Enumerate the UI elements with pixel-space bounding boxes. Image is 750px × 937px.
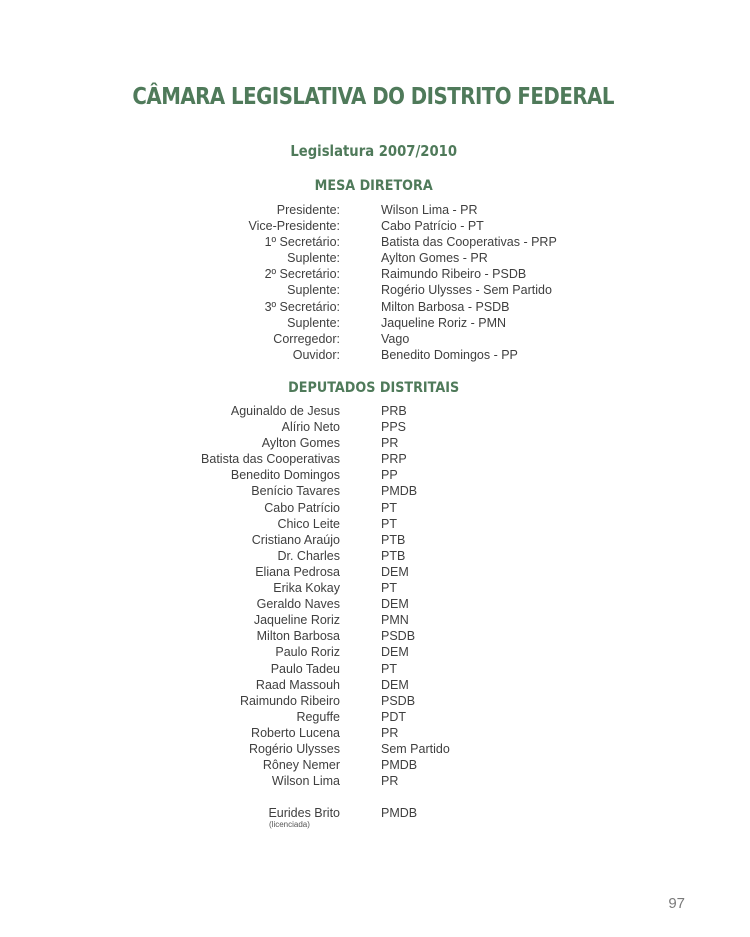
deputy-party: PTB: [381, 548, 406, 563]
deputy-name: Alírio Neto: [281, 420, 340, 435]
deputy-name: Aylton Gomes: [261, 436, 340, 451]
member-name: Cabo Patrício - PT: [381, 219, 484, 234]
mesa-row: [0, 282, 750, 298]
deputy-row: [0, 451, 750, 467]
deputy-row: [0, 419, 750, 435]
licensed-note: (licenciada): [269, 820, 310, 829]
role-label: Corregedor:: [273, 331, 340, 346]
deputy-party: PDT: [381, 709, 406, 724]
role-label: 3º Secretário:: [264, 299, 340, 314]
deputy-row: [0, 580, 750, 596]
deputy-name: Roberto Lucena: [251, 725, 340, 740]
deputy-party: PSDB: [381, 693, 416, 708]
deputy-party: PSDB: [381, 629, 416, 644]
deputy-party: PMN: [381, 613, 409, 628]
deputy-name: Rogério Ulysses: [248, 741, 340, 756]
deputy-row: [0, 757, 750, 773]
deputy-row: [0, 741, 750, 757]
mesa-row: [0, 315, 750, 331]
deputy-row: [0, 612, 750, 628]
deputy-party: Sem Partido: [381, 741, 450, 756]
mesa-row: [0, 250, 750, 266]
deputy-name: Eliana Pedrosa: [255, 564, 340, 579]
deputy-row: [0, 500, 750, 516]
deputy-party: PT: [381, 516, 397, 531]
deputy-party: PMDB: [381, 758, 418, 773]
member-name: Batista das Cooperativas - PRP: [381, 235, 557, 250]
deputy-name: Batista das Cooperativas: [201, 452, 340, 467]
deputy-row: [0, 725, 750, 741]
deputy-name: Rôney Nemer: [262, 758, 340, 773]
deputy-name: Milton Barbosa: [256, 629, 340, 644]
mesa-diretora-heading: MESA DIRETORA: [314, 178, 433, 194]
mesa-row: [0, 218, 750, 234]
role-label: 1º Secretário:: [264, 235, 340, 250]
deputy-party: PRB: [381, 404, 407, 418]
mesa-row: [0, 299, 750, 315]
deputy-name: Geraldo Naves: [256, 597, 340, 612]
deputy-row: [0, 677, 750, 693]
member-name: Aylton Gomes - PR: [381, 251, 488, 266]
deputy-party: PT: [381, 581, 397, 596]
deputy-name: Eurides Brito: [268, 806, 340, 820]
deputy-row: [0, 644, 750, 660]
deputy-party: DEM: [381, 645, 409, 660]
role-label: Ouvidor:: [292, 347, 340, 362]
mesa-row: [0, 202, 750, 218]
member-name: Benedito Domingos - PP: [381, 347, 518, 362]
deputy-party: PR: [381, 725, 399, 740]
page-title: CÂMARA LEGISLATIVA DO DISTRITO FEDERAL: [132, 84, 614, 110]
role-label: Suplente:: [287, 283, 340, 298]
deputy-party: PRP: [381, 452, 407, 467]
deputy-name: Aguinaldo de Jesus: [230, 404, 340, 418]
deputy-row: [0, 403, 750, 419]
deputy-name: Paulo Roriz: [275, 645, 340, 660]
deputy-row: [0, 773, 750, 789]
deputy-name: Erika Kokay: [273, 581, 340, 596]
deputy-name: Cabo Patrício: [264, 500, 340, 515]
member-name: Wilson Lima - PR: [381, 203, 478, 217]
mesa-row: [0, 266, 750, 282]
deputy-name: Benedito Domingos: [230, 468, 340, 483]
deputy-row: [0, 435, 750, 451]
role-label: Suplente:: [287, 315, 340, 330]
deputy-row: [0, 516, 750, 532]
deputy-name: Cristiano Araújo: [251, 532, 340, 547]
deputy-row: [0, 467, 750, 483]
deputy-name: Paulo Tadeu: [270, 661, 340, 676]
mesa-row: [0, 347, 750, 363]
legislature-subtitle: Legislatura 2007/2010: [290, 142, 458, 160]
deputy-party: PT: [381, 661, 397, 676]
deputy-party: DEM: [381, 597, 409, 612]
deputy-party: PR: [381, 774, 399, 789]
deputy-party: PPS: [381, 420, 407, 435]
mesa-row: [0, 234, 750, 250]
role-label: Vice-Presidente:: [248, 219, 340, 234]
role-label: 2º Secretário:: [264, 267, 340, 282]
mesa-row: [0, 331, 750, 347]
role-label: Suplente:: [287, 251, 340, 266]
deputy-name: Benício Tavares: [251, 484, 340, 499]
licensed-deputy: [0, 805, 750, 821]
deputy-row: [0, 564, 750, 580]
member-name: Jaqueline Roriz - PMN: [381, 315, 507, 330]
deputy-party: DEM: [381, 564, 409, 579]
deputy-name: Reguffe: [296, 709, 340, 724]
mesa-diretora-list: [0, 202, 750, 363]
deputy-name: Raimundo Ribeiro: [239, 693, 340, 708]
deputy-row: [0, 709, 750, 725]
deputy-row: [0, 693, 750, 709]
deputy-row: [0, 661, 750, 677]
deputy-party: PMDB: [381, 484, 418, 499]
deputy-row: [0, 532, 750, 548]
deputy-row: [0, 596, 750, 612]
role-label: Presidente:: [276, 203, 340, 217]
deputy-name: Chico Leite: [277, 516, 340, 531]
deputy-row: [0, 483, 750, 499]
deputy-party: PP: [381, 468, 398, 483]
deputy-party: PMDB: [381, 806, 418, 820]
member-name: Vago: [381, 331, 410, 346]
member-name: Rogério Ulysses - Sem Partido: [381, 283, 552, 298]
deputados-list: [0, 403, 750, 789]
deputy-party: DEM: [381, 677, 409, 692]
deputy-name: Dr. Charles: [277, 548, 340, 563]
member-name: Milton Barbosa - PSDB: [381, 299, 510, 314]
deputy-row: [0, 805, 750, 821]
deputy-row: [0, 548, 750, 564]
deputy-name: Jaqueline Roriz: [253, 613, 340, 628]
member-name: Raimundo Ribeiro - PSDB: [381, 267, 527, 282]
deputy-name: Raad Massouh: [255, 677, 340, 692]
deputy-row: [0, 628, 750, 644]
deputy-party: PTB: [381, 532, 406, 547]
deputy-party: PT: [381, 500, 397, 515]
deputados-heading: DEPUTADOS DISTRITAIS: [288, 380, 460, 396]
page-number: 97: [668, 895, 685, 912]
deputy-party: PR: [381, 436, 399, 451]
deputy-name: Wilson Lima: [271, 774, 340, 789]
